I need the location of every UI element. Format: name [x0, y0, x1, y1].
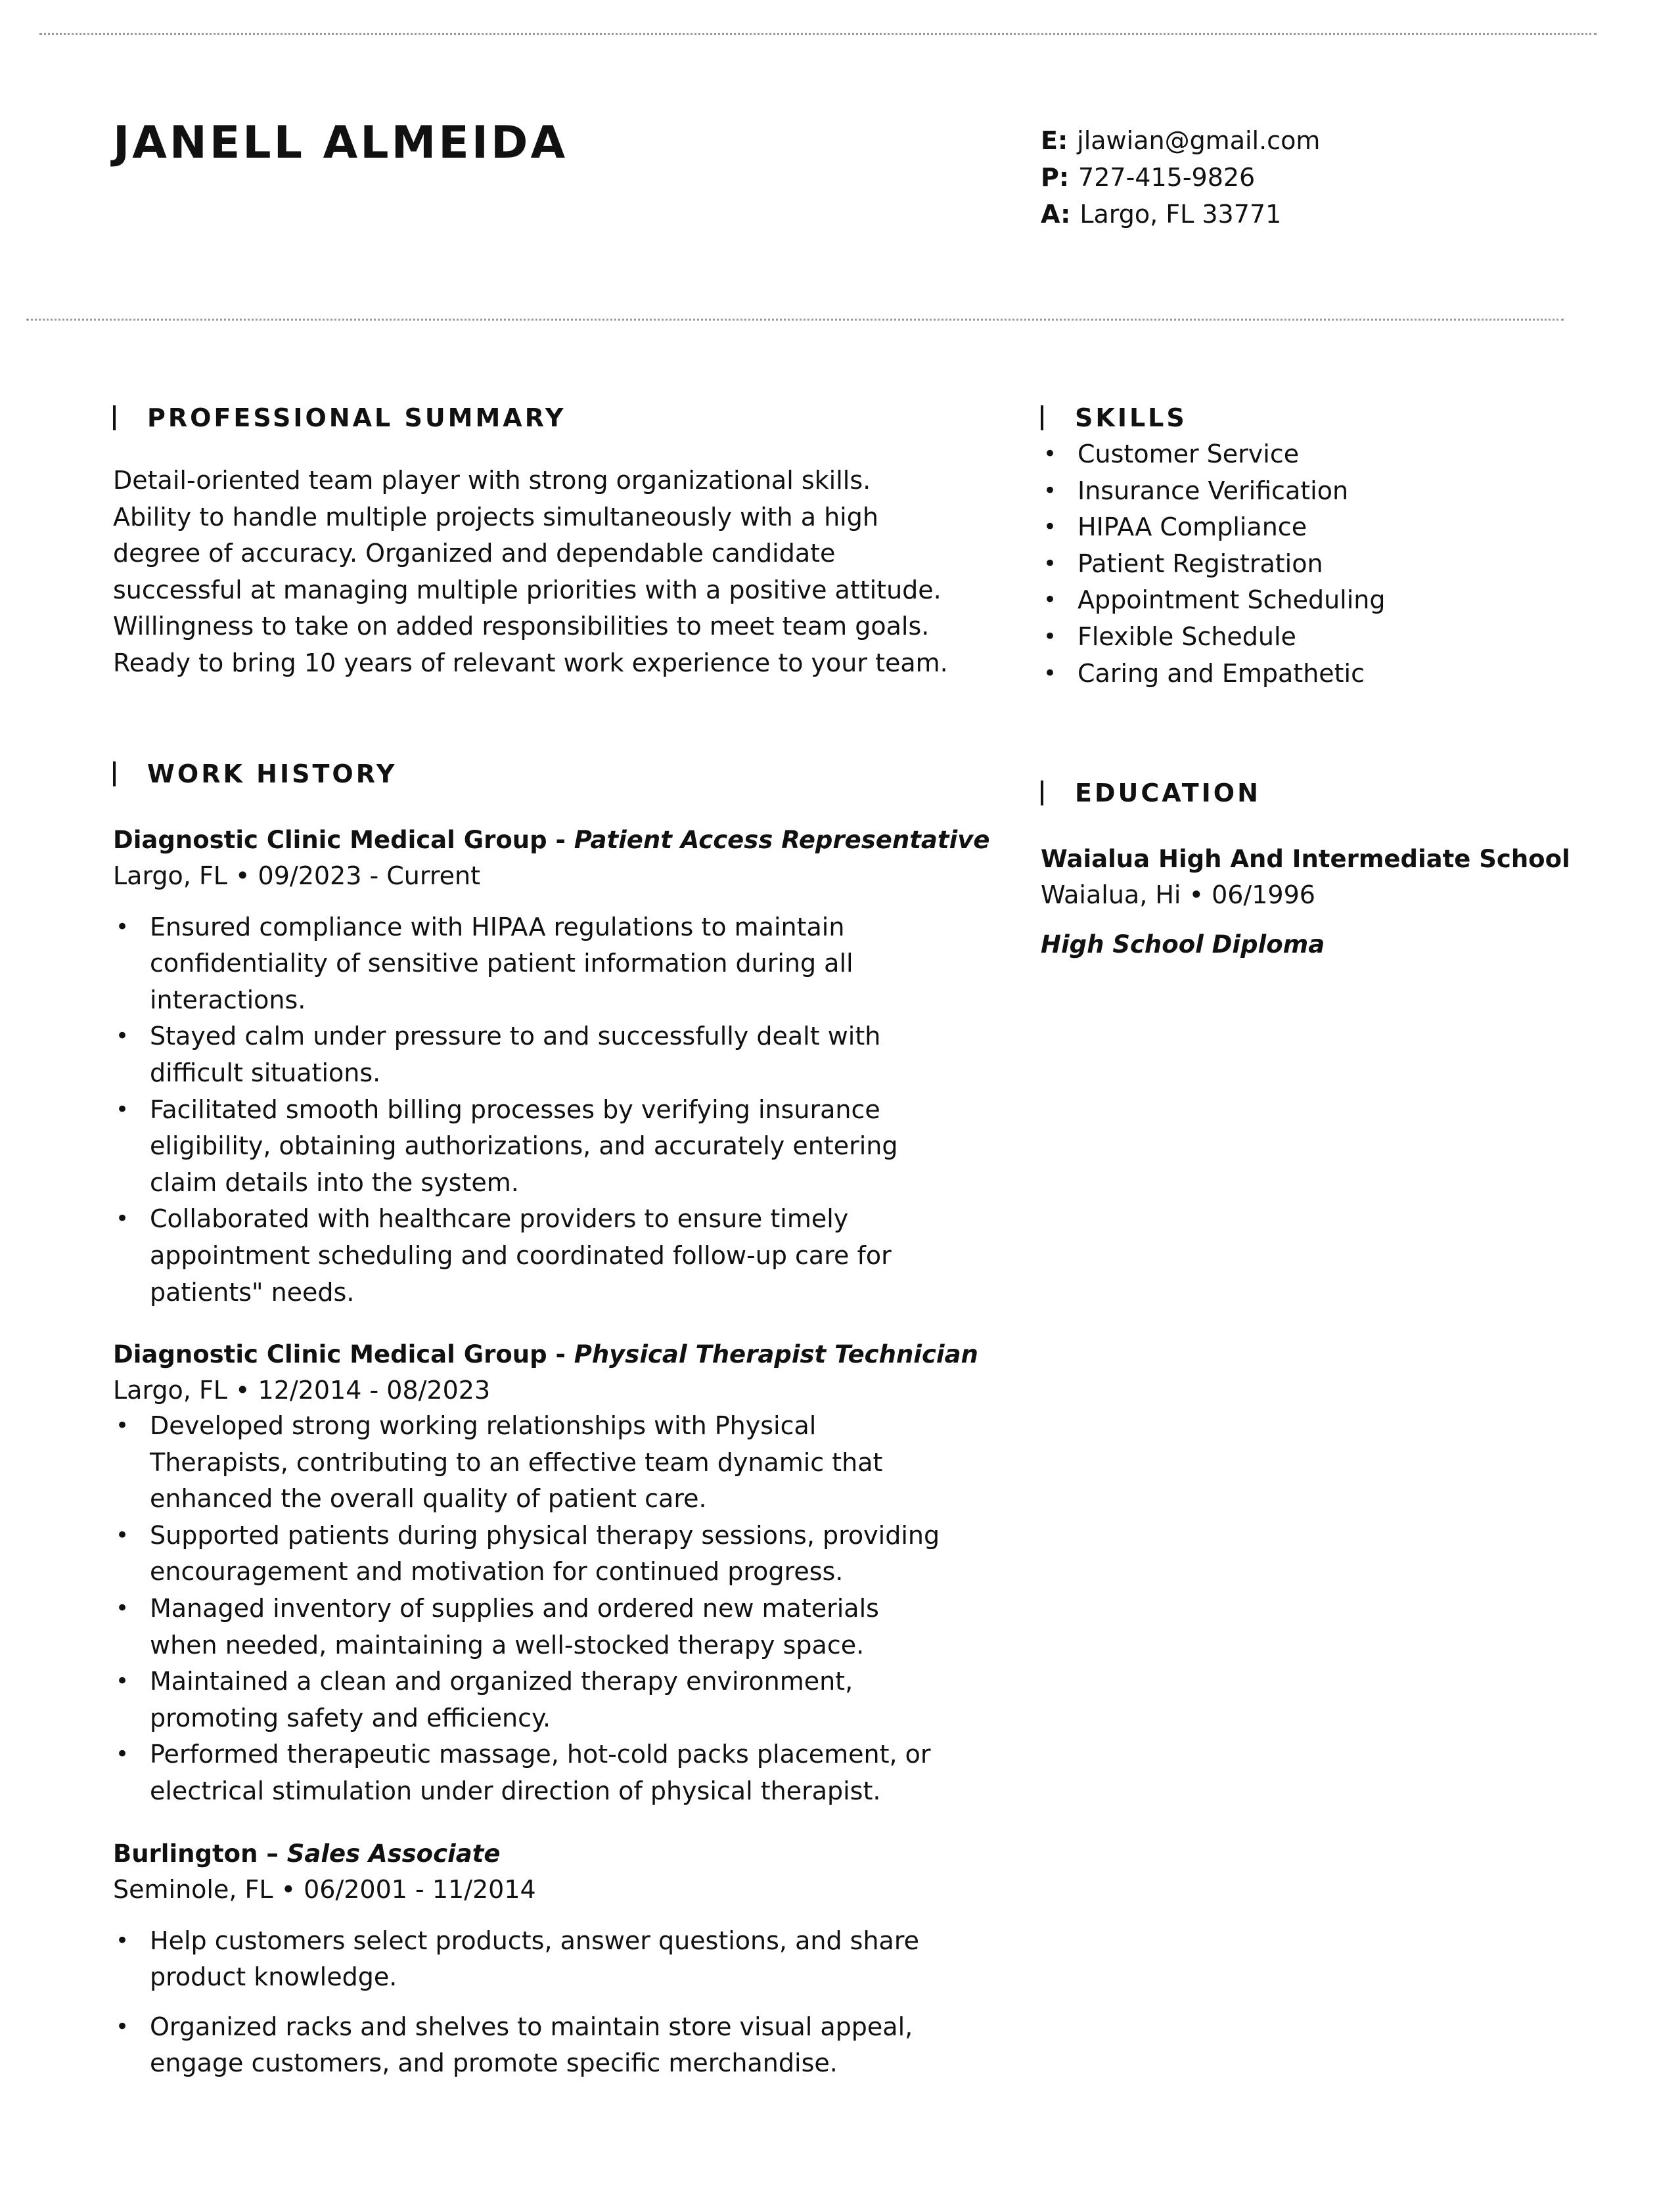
education-heading	[1041, 775, 1632, 811]
job-employer: Diagnostic Clinic Medical Group	[113, 825, 547, 854]
summary-heading	[113, 399, 954, 436]
job-title-line	[113, 823, 990, 858]
job-position: Physical Therapist Technician	[574, 1340, 978, 1369]
job-bullet: • Developed strong working relationships with Physical Therapists, contributing to an effective team dynamic that enhanced the overall quality of patient care.	[113, 1408, 954, 1518]
education-meta: Waialua, Hi • 06/1996	[1041, 880, 1315, 910]
job-bullets	[113, 1408, 954, 1810]
job-meta: Seminole, FL • 06/2001 - 11/2014	[113, 1874, 536, 1904]
job-bullet: • Facilitated smooth billing processes by verifying insurance eligibility, obtaining authorizations, and accurately entering claim details into the system.	[113, 1092, 954, 1202]
job-bullet: • Organized racks and shelves to maintain store visual appeal, engage customers, and promote specific merchandise.	[113, 2009, 954, 2082]
job-meta: Largo, FL • 09/2023 - Current	[113, 861, 480, 890]
applicant-name: JANELL ALMEIDA	[113, 117, 568, 169]
skills-heading-text: SKILLS	[1075, 403, 1187, 432]
scan-speckle-mid	[26, 319, 1564, 321]
job-employer: Burlington	[113, 1839, 258, 1868]
heading-bar	[1041, 780, 1043, 805]
job-bullet: • Performed therapeutic massage, hot-cold packs placement, or electrical stimulation under direction of physical therapist.	[113, 1736, 954, 1809]
left-column	[113, 399, 990, 2082]
summary-text: Detail-oriented team player with strong organizational skills. Ability to handle multiple projects simultaneously with a high degree of accuracy. Organized and dependable candidate successful at managing multiple priorities with a positive attitude. Willingness to take on added responsibilities to meet team goals. Ready to bring 10 years of relevant work experience to your team.	[113, 466, 948, 677]
job-entry	[113, 1337, 978, 1810]
job-bullets	[113, 1923, 954, 2082]
job-employer: Diagnostic Clinic Medical Group	[113, 1340, 547, 1369]
skill-item: • Caring and Empathetic	[1041, 656, 1632, 692]
job-bullet: • Maintained a clean and organized therapy environment, promoting safety and efficiency.	[113, 1663, 954, 1736]
job-entry	[113, 823, 990, 1311]
job-bullets	[113, 909, 954, 1311]
heading-bar	[1041, 405, 1043, 430]
job-bullet: • Collaborated with healthcare providers to ensure timely appointment scheduling and coordinated follow-up care for patients" needs.	[113, 1201, 954, 1311]
education-school: Waialua High And Intermediate School	[1041, 845, 1570, 874]
job-title-line	[113, 1836, 954, 1872]
summary-heading-text: PROFESSIONAL SUMMARY	[147, 403, 566, 432]
contact-email-row	[1041, 122, 1320, 159]
job-bullet: • Help customers select products, answer questions, and share product knowledge.	[113, 1923, 954, 1996]
email-value: jlawian@gmail.com	[1077, 126, 1321, 155]
contact-phone-row	[1041, 159, 1320, 196]
email-label: E:	[1041, 126, 1068, 155]
education-heading-text: EDUCATION	[1075, 779, 1261, 808]
job-separator: –	[258, 1839, 287, 1868]
contact-address-row	[1041, 196, 1320, 233]
heading-bar	[113, 405, 116, 430]
job-meta: Largo, FL • 12/2014 - 08/2023	[113, 1376, 491, 1405]
heading-bar	[113, 761, 116, 786]
skills-list	[1041, 436, 1632, 692]
skill-item: • Insurance Verification	[1041, 473, 1632, 510]
job-position: Sales Associate	[286, 1839, 501, 1868]
job-bullet: • Ensured compliance with HIPAA regulations to maintain confidentiality of sensitive patient information during all interactions.	[113, 909, 954, 1019]
job-bullet: • Managed inventory of supplies and ordered new materials when needed, maintaining a well-stocked therapy space.	[113, 1591, 954, 1663]
skill-item: • Appointment Scheduling	[1041, 582, 1632, 619]
scan-speckle-top	[39, 33, 1597, 35]
phone-label: P:	[1041, 163, 1070, 192]
address-label: A:	[1041, 200, 1071, 229]
work-history-heading-text: WORK HISTORY	[147, 759, 397, 788]
job-bullet: • Supported patients during physical therapy sessions, providing encouragement and motivation for continued progress.	[113, 1518, 954, 1591]
skill-item: • Customer Service	[1041, 436, 1632, 473]
job-entry	[113, 1836, 954, 2082]
skill-item: • HIPAA Compliance	[1041, 509, 1632, 546]
job-separator: -	[547, 825, 574, 854]
job-title-line	[113, 1337, 978, 1372]
skills-heading	[1041, 399, 1632, 436]
education-degree: High School Diploma	[1041, 930, 1325, 959]
phone-value: 727-415-9826	[1078, 163, 1256, 192]
job-position: Patient Access Representative	[574, 825, 990, 854]
contact-block	[1041, 122, 1320, 233]
work-history-heading	[113, 756, 954, 792]
skill-item: • Patient Registration	[1041, 546, 1632, 583]
skill-item: • Flexible Schedule	[1041, 619, 1632, 656]
address-value: Largo, FL 33771	[1079, 200, 1282, 229]
job-separator: -	[547, 1340, 574, 1369]
job-bullet: • Stayed calm under pressure to and successfully dealt with difficult situations.	[113, 1018, 954, 1091]
right-column	[1041, 399, 1632, 962]
